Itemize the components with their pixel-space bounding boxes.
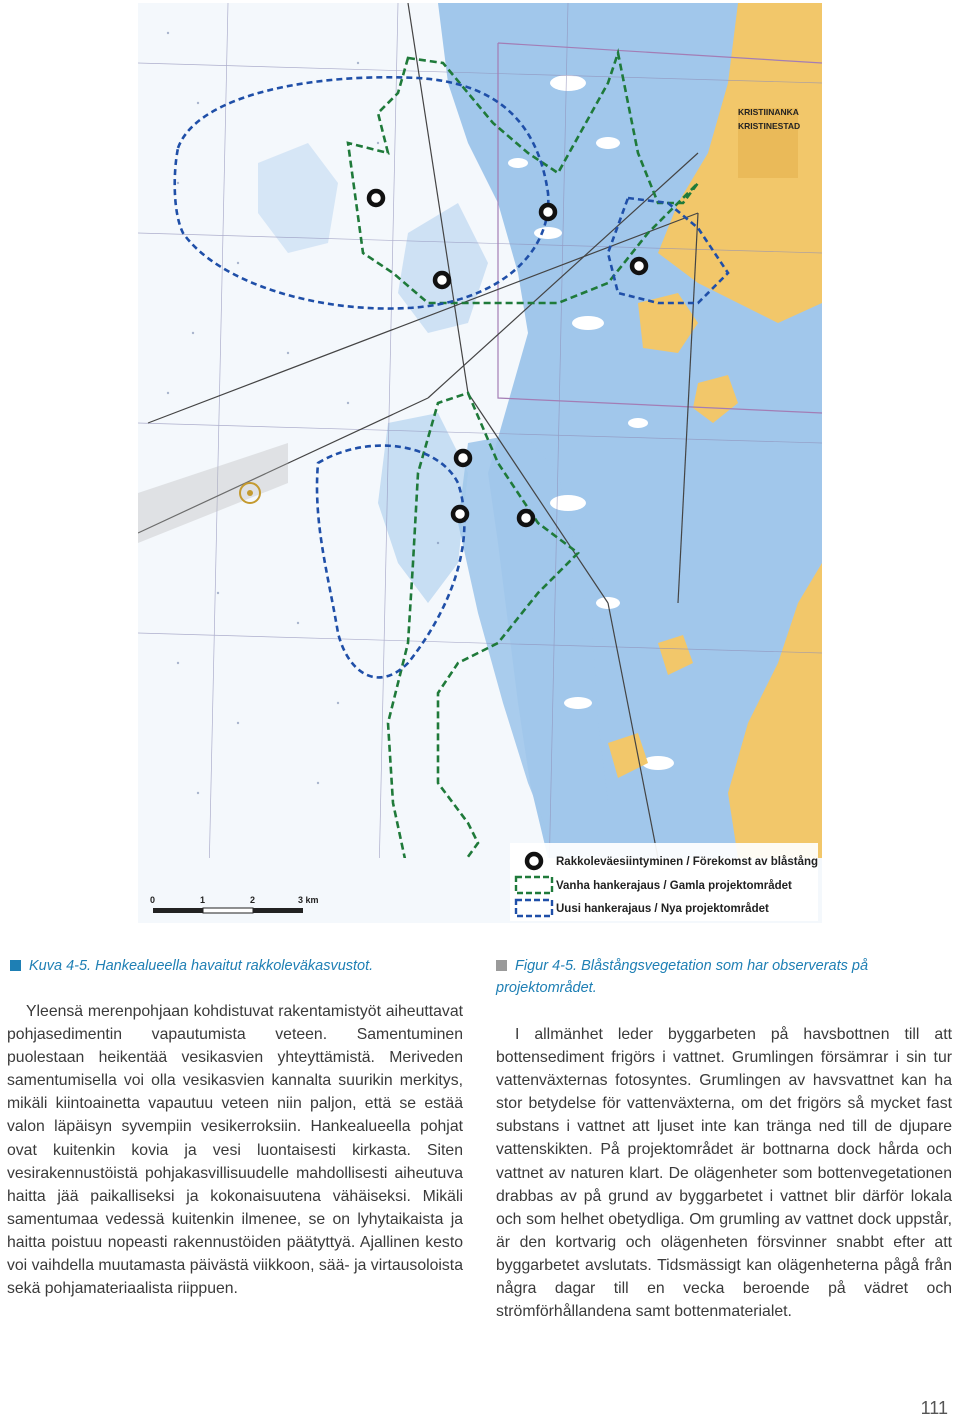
- scale-tick-label: 1: [200, 895, 206, 905]
- observation-marker-icon: [632, 259, 646, 273]
- legend-label: Vanha hankerajaus / Gamla projektområdet: [556, 880, 792, 892]
- observation-marker-icon: [435, 273, 449, 287]
- observation-marker-icon: [369, 191, 383, 205]
- nautical-map: [138, 3, 822, 923]
- caption-text: Kuva 4-5. Hankealueella havaitut rakkoleväkasvustot.: [29, 958, 374, 974]
- caption-marker-icon: [496, 960, 507, 971]
- observation-marker-icon: [519, 511, 533, 525]
- observation-marker-icon: [453, 507, 467, 521]
- caption-text: Figur 4-5. Blåstångsvegetation som har observerats på projektområdet.: [496, 958, 869, 996]
- figure-caption-fi: [10, 955, 460, 977]
- caption-marker-icon: [10, 960, 21, 971]
- sector-band: [138, 443, 288, 543]
- scale-tick-label: 2: [250, 895, 256, 905]
- body-text-fi: [7, 1000, 463, 1300]
- observation-marker-icon: [456, 451, 470, 465]
- observation-marker-icon: [527, 854, 541, 868]
- page-number: 111: [920, 1398, 948, 1418]
- scale-tick-label: 0: [150, 895, 156, 905]
- observation-marker-icon: [541, 205, 555, 219]
- town-area: [738, 108, 801, 178]
- paragraph: Yleensä merenpohjaan kohdistuvat rakentamistyöt aiheuttavat pohjasedimentin vapautumista veteen. Samentuminen puolestaan heikentää vesikasvien yhteyttämistä. Meriveden samentumisella voi olla vesikasvien kannalta suurikin merkitys, mikäli kiintoainetta vapautuu veteen niin paljon, että se estää valon läpäisyn syvempiin vesikerroksiin. Hankealueella pohjat ovat kuitenkin kovia ja vesi luontaisesti kirkasta. Siten vesirakennustöistä pohjakasvillisuudelle mahdollisesti aiheutuva haitta jää paikalliseksi ja kokonaisuutena vähäiseksi. Mikäli samentumaa vedessä kuitenkin ilmenee, se on lyhytaikaista ja haitta poistuu nopeasti rakennustöiden päätyttyä. Ajallinen kesto voi vaihdella muutamasta päivästä viikkoon, sää- ja virtausoloista sekä pohjamateriaalista riippuen.: [7, 1003, 463, 1298]
- scale-tick-label: 3 km: [298, 895, 319, 905]
- body-text-sv: [496, 1023, 952, 1323]
- place-label: KRISTIINANKA: [738, 107, 799, 117]
- paragraph: I allmänhet leder byggarbeten på havsbottnen till att bottensediment frigörs i vattnet. Grumlingen försämrar i sin tur vattenväxternas fotosyntes. Grumlingen av havsvattnet kan ha stor betydelse för vattenväxterna, om det frigörs så mycket fast substans i vattnet att ljuset inte kan tränga ned till de djupare vattenskikten. På projektområdet är bottnarna dock hårda och vattnet av naturen klart. De olägenheter som bottenvegetationen drabbas av på grund av byggarbetet i vattnet blir därför lokala och som helhet obetydliga. Om grumling av vattnet dock uppstår, är den kortvarig och olägenheten försvinner snabbt efter att byggarbetet avslutats. Tidsmässigt kan olägenheterna pågå från några dagar till en vecka beroende på vädret och strömförhållandena samt bottenmaterialet.: [496, 1026, 952, 1321]
- place-label: KRISTINESTAD: [738, 121, 801, 131]
- map-canvas: [138, 3, 822, 923]
- legend-label: Uusi hankerajaus / Nya projektområdet: [556, 903, 769, 915]
- legend-label: Rakkoleväesiintyminen / Förekomst av blåstång: [556, 856, 819, 868]
- lighthouse-core-icon: [247, 490, 253, 496]
- figure-caption-sv: [496, 955, 936, 999]
- map-legend: [510, 843, 818, 921]
